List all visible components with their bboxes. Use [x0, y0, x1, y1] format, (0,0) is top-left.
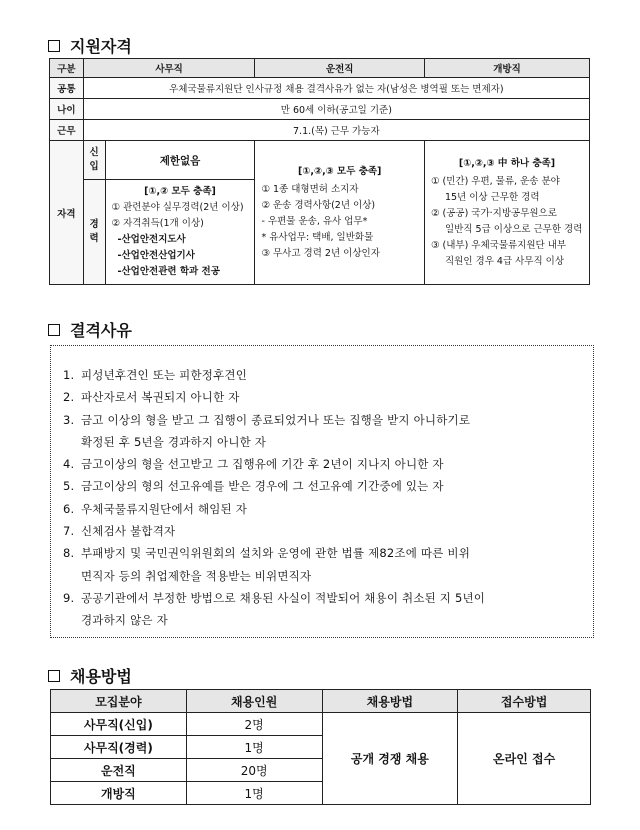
row-value-common: 우체국물류지원단 인사규정 채용 결격사유가 없는 자(남성은 병역필 또는 면제자) [83, 78, 589, 99]
office-exp-item: -산업안전산업기사 [117, 250, 195, 261]
driver-item: ② 운송 경력사항(2년 이상) [261, 199, 376, 211]
list-item: 4. 금고이상의 형을 선고받고 그 집행유에 기간 후 2년이 지나지 아니한 자 [63, 457, 444, 472]
office-exp-qualification [105, 180, 255, 285]
count-cell: 1명 [186, 736, 322, 759]
method-cell: 공개 경쟁 채용 [322, 713, 458, 805]
driver-title: [①,②,③ 모두 충족] [298, 165, 382, 177]
checkbox-square-icon [48, 324, 60, 336]
header-category: 구분 [50, 59, 84, 78]
header-open: 개방직 [424, 59, 589, 78]
driver-item: * 유사업무: 택배, 일반화물 [261, 231, 374, 243]
header-field: 모집분야 [51, 690, 187, 713]
list-item: 6. 우체국물류지원단에서 해임된 자 [63, 501, 248, 516]
eligibility-table [49, 58, 590, 285]
open-item: ① (민간) 우편, 물류, 운송 분야 [430, 175, 560, 187]
header-method: 채용방법 [322, 690, 458, 713]
list-item: 2. 파산자로서 복권되지 아니한 자 [63, 390, 240, 405]
row-label-age: 나이 [50, 99, 84, 120]
checkbox-square-icon [48, 670, 60, 682]
driver-item: - 우편물 운송, 유사 업무* [261, 215, 368, 227]
list-item: 5. 금고이상의 형의 선고유예를 받은 경우에 그 선고유예 기간중에 있는 자 [63, 479, 444, 494]
row-label-common: 공통 [50, 78, 84, 99]
driver-item: ③ 무사고 경력 2년 이상인자 [261, 247, 380, 259]
header-driver: 운전직 [255, 59, 425, 78]
open-item: 15년 이상 근무한 경력 [444, 191, 540, 203]
row-label-qualification: 자격 [50, 141, 84, 285]
list-item: 8. 부패방지 및 국민권익위원회의 설치와 운영에 관한 법률 제82조에 따른 비위 면직자 등의 취업제한을 적용받는 비위면직자 [63, 546, 470, 583]
office-new-value: 제한없음 [105, 141, 255, 180]
office-exp-item: ② 자격취득(1개 이상) [111, 218, 204, 229]
office-exp-item: ① 관련분야 실무경력(2년 이상) [111, 202, 244, 213]
section-title-eligibility: 지원자격 [48, 34, 132, 57]
open-qualification [424, 141, 589, 285]
sub-label-exp: 경력 [83, 180, 105, 285]
disqualification-list [50, 345, 594, 638]
list-item: 7. 신체검사 불합격자 [63, 524, 176, 539]
field-cell: 사무직(경력) [51, 736, 187, 759]
section-title-hiring: 채용방법 [48, 664, 132, 687]
hiring-table [50, 689, 591, 805]
open-item: ③ (내부) 우체국물류지원단 내부 [430, 239, 567, 251]
row-label-work: 근무 [50, 120, 84, 141]
checkbox-square-icon [48, 40, 60, 52]
field-cell: 사무직(신입) [51, 713, 187, 736]
row-value-work: 7.1.(목) 근무 가능자 [83, 120, 589, 141]
list-item: 3. 금고 이상의 형을 받고 그 집행이 종료되었거나 또는 집행을 받지 아니하기로 확정된 후 5년을 경과하지 아니한 자 [63, 412, 471, 449]
count-cell: 2명 [186, 713, 322, 736]
open-title: [①,②,③ 中 하나 충족] [458, 157, 556, 169]
header-receipt: 접수방법 [458, 690, 591, 713]
open-item: ② (공공) 국가·지방공무원으로 [430, 207, 557, 219]
open-item: 일반직 5급 이상으로 근무한 경력 [444, 223, 583, 235]
driver-item: ① 1종 대형면허 소지자 [261, 183, 359, 195]
field-cell: 개방직 [51, 782, 187, 805]
section-title-disqualification: 결격사유 [48, 318, 132, 341]
office-exp-item: -산업안전관련 학과 전공 [117, 266, 220, 277]
field-cell: 운전직 [51, 759, 187, 782]
open-item: 직원인 경우 4급 사무직 이상 [444, 255, 565, 267]
office-exp-item: -산업안전지도사 [117, 234, 186, 245]
list-item: 9. 공공기관에서 부정한 방법으로 채용된 사실이 적발되어 채용이 취소된 지 5년이 경과하지 않은 자 [63, 590, 486, 628]
office-exp-title: [①,② 모두 충족] [144, 186, 216, 197]
count-cell: 1명 [186, 782, 322, 805]
count-cell: 20명 [186, 759, 322, 782]
receipt-cell: 온라인 접수 [458, 713, 591, 805]
header-office: 사무직 [83, 59, 255, 78]
driver-qualification [255, 141, 425, 285]
list-item: 1. 피성년후견인 또는 피한정후견인 [63, 368, 248, 382]
sub-label-new: 신입 [83, 141, 105, 180]
header-count: 채용인원 [186, 690, 322, 713]
row-value-age: 만 60세 이하(공고일 기준) [83, 99, 589, 120]
